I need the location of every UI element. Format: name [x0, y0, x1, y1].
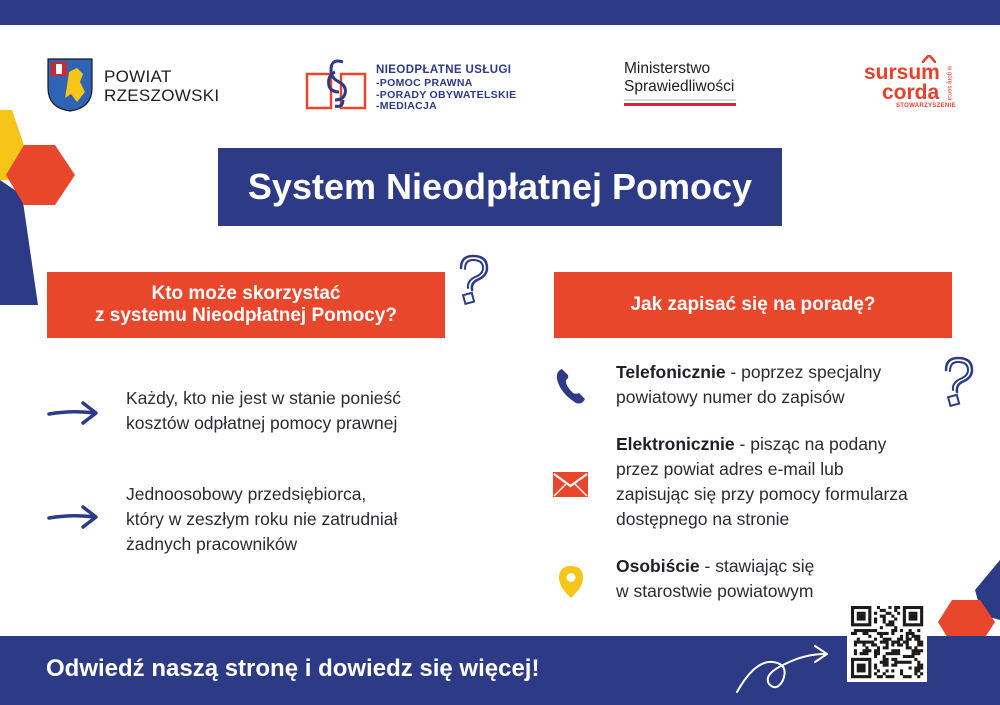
arrow-up-icon — [922, 55, 936, 63]
sursum-small: STOWARZYSZENIE — [896, 103, 956, 109]
bullet-line: Każdy, kto nie jest w stanie ponieść — [126, 388, 401, 408]
qr-code-pattern — [847, 602, 927, 682]
bullet-line: Jednoosobowy przedsiębiorca, — [126, 484, 367, 504]
method-email — [616, 432, 908, 532]
nu-item: -PORADY OBYWATELSKIE — [376, 88, 517, 101]
method-line: przez powiat adres e-mail lub — [616, 459, 844, 479]
phone-icon — [556, 367, 586, 405]
left-header-line2: z systemu Nieodpłatnej Pomocy? — [95, 305, 397, 326]
powiat-crest-icon — [47, 58, 93, 112]
nu-title: NIEODPŁATNE USŁUGI — [376, 64, 512, 76]
page-title: System Nieodpłatnej Pomocy — [218, 148, 782, 226]
ministry-flag-white — [624, 99, 736, 101]
sursum-line2: corda — [882, 81, 940, 104]
left-header-line1: Kto może skorzystać — [151, 283, 341, 304]
method-line: dostępnego na stronie — [616, 509, 790, 529]
method-line: - stawiając się — [699, 556, 815, 576]
location-pin-icon — [558, 565, 584, 599]
nu-item: -POMOC PRAWNA — [376, 77, 473, 89]
nu-item: -MEDIACJA — [376, 100, 438, 112]
arrow-right-icon — [47, 400, 99, 426]
left-section-header — [47, 272, 445, 338]
footer-text: Odwiedź naszą stronę i dowiedz się więcej! — [46, 655, 540, 682]
method-bold: Telefonicznie — [616, 362, 726, 382]
nu-items-list — [376, 78, 516, 113]
ministry-line1: Ministerstwo — [624, 60, 711, 77]
swirl-arrow-icon — [733, 640, 833, 698]
method-in-person — [616, 554, 814, 604]
bullet-line: który w zeszłym roku nie zatrudniał — [126, 509, 398, 529]
list-item — [126, 482, 397, 557]
bullet-line: żadnych pracowników — [126, 534, 298, 554]
ministry-logo-text — [624, 60, 734, 96]
top-bar — [0, 0, 1000, 25]
method-bold: Osobiście — [616, 556, 700, 576]
right-section-header: Jak zapisać się na poradę? — [554, 272, 952, 338]
method-line: - pisząc na podany — [734, 434, 887, 454]
sursum-vertical: w górę serca — [946, 66, 952, 101]
method-bold: Elektronicznie — [616, 434, 735, 454]
method-line: - poprzez specjalny — [725, 362, 882, 382]
method-line: powiatowy numer do zapisów — [616, 387, 845, 407]
paragraph-book-icon — [305, 56, 367, 112]
bullet-line: kosztów odpłatnej pomocy prawnej — [126, 413, 398, 433]
question-mark-icon — [940, 354, 978, 410]
question-mark-icon — [455, 252, 493, 308]
powiat-line2: RZESZOWSKI — [104, 86, 220, 105]
ministry-line2: Sprawiedliwości — [624, 78, 735, 95]
powiat-line1: POWIAT — [104, 67, 172, 86]
envelope-icon — [553, 472, 588, 497]
arrow-right-icon — [47, 504, 99, 530]
powiat-logo-text — [104, 67, 219, 105]
list-item — [126, 386, 401, 436]
method-phone — [616, 360, 881, 410]
sursum-line1: sursum — [864, 61, 940, 84]
ministry-flag-red — [624, 103, 736, 106]
method-line: w starostwie powiatowym — [616, 581, 814, 601]
method-line: zapisując się przy pomocy formularza — [616, 484, 908, 504]
qr-code[interactable] — [847, 602, 927, 682]
